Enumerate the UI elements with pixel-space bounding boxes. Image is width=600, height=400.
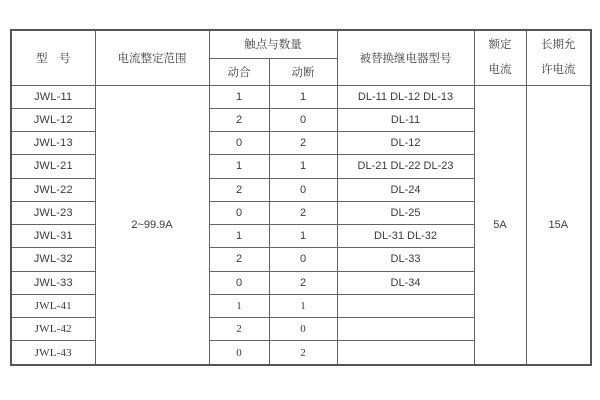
replaced-models-cell: DL-33 [337,248,474,271]
header-long-term-line1: 长期允 [541,38,576,51]
current-range-cell: 2~99.9A [95,85,209,365]
replaced-models-cell [337,341,474,365]
model-cell: JWL-13 [11,132,95,155]
contacts-no-cell: 2 [209,318,269,341]
replaced-models-cell: DL-21 DL-22 DL-23 [337,155,474,178]
contacts-no-cell: 2 [209,108,269,131]
header-row-top [11,30,591,58]
contacts-no-cell: 2 [209,178,269,201]
contacts-nc-cell: 1 [269,85,337,108]
header-contacts-group: 触点与数量 [209,30,337,58]
relay-spec-table [10,29,592,366]
contacts-nc-cell: 0 [269,248,337,271]
contacts-no-cell: 1 [209,85,269,108]
replaced-models-cell: DL-31 DL-32 [337,225,474,248]
contacts-no-cell: 1 [209,294,269,317]
model-cell: JWL-21 [11,155,95,178]
contacts-nc-cell: 2 [269,132,337,155]
model-cell: JWL-43 [11,341,95,365]
contacts-nc-cell: 1 [269,294,337,317]
header-long-term-line2: 许电流 [541,63,576,76]
header-contacts-nc: 动断 [269,58,337,85]
contacts-no-cell: 0 [209,341,269,365]
contacts-nc-cell: 1 [269,155,337,178]
model-cell: JWL-31 [11,225,95,248]
model-cell: JWL-42 [11,318,95,341]
replaced-models-cell: DL-12 [337,132,474,155]
header-contacts-no: 动合 [209,58,269,85]
replaced-models-cell: DL-25 [337,201,474,224]
replaced-models-cell [337,294,474,317]
contacts-nc-cell: 0 [269,318,337,341]
header-rated-current [474,30,526,85]
contacts-nc-cell: 2 [269,341,337,365]
contacts-no-cell: 1 [209,155,269,178]
header-current-range: 电流整定范围 [95,30,209,85]
table-row [11,85,591,108]
contacts-nc-cell: 2 [269,271,337,294]
replaced-models-cell: DL-11 [337,108,474,131]
header-model: 型 号 [11,30,95,85]
model-cell: JWL-11 [11,85,95,108]
long-term-current-cell: 15A [526,85,591,365]
model-cell: JWL-23 [11,201,95,224]
contacts-no-cell: 1 [209,225,269,248]
replaced-models-cell: DL-24 [337,178,474,201]
header-rated-current-line2: 电流 [488,63,512,76]
contacts-no-cell: 0 [209,132,269,155]
model-cell: JWL-12 [11,108,95,131]
header-replaced-models: 被替换继电器型号 [337,30,474,85]
contacts-no-cell: 0 [209,271,269,294]
contacts-nc-cell: 1 [269,225,337,248]
rated-current-cell: 5A [474,85,526,365]
model-cell: JWL-33 [11,271,95,294]
header-long-term-current [526,30,591,85]
contacts-nc-cell: 2 [269,201,337,224]
model-cell: JWL-41 [11,294,95,317]
contacts-no-cell: 2 [209,248,269,271]
contacts-no-cell: 0 [209,201,269,224]
model-cell: JWL-22 [11,178,95,201]
header-rated-current-line1: 额定 [488,38,512,51]
replaced-models-cell: DL-11 DL-12 DL-13 [337,85,474,108]
model-cell: JWL-32 [11,248,95,271]
contacts-nc-cell: 0 [269,108,337,131]
replaced-models-cell: DL-34 [337,271,474,294]
contacts-nc-cell: 0 [269,178,337,201]
replaced-models-cell [337,318,474,341]
